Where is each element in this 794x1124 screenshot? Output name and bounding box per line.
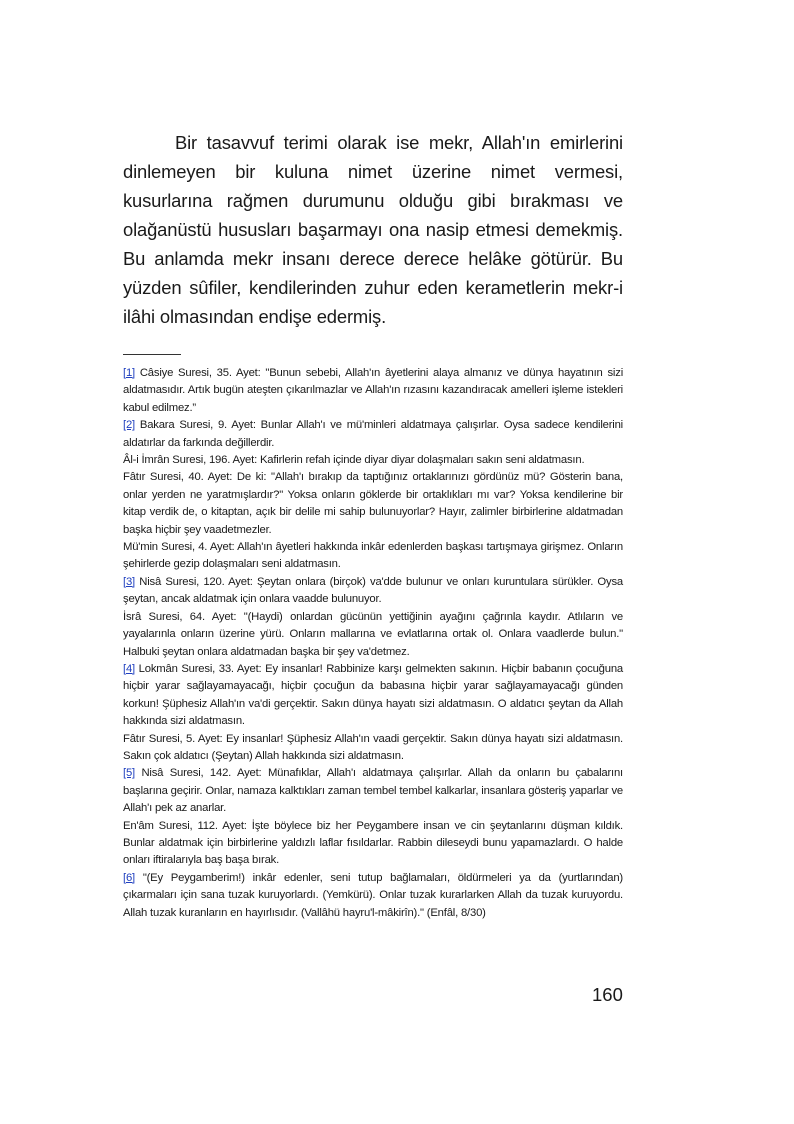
footnote-text: Nisâ Suresi, 142. Ayet: Münafıklar, Allah'ı aldatmaya çalışırlar. Allah da onların bu çabalarını başlarına geçirir. Onlar, namaza kalktıkları zaman tembel tembel kalkarlar, insanlara gösteriş yaparlar ve Allah'ı pek az anarlar. (123, 767, 623, 815)
footnote-3 (123, 574, 623, 609)
footnote-ref-5[interactable]: [5] (123, 767, 135, 780)
footnote-text: Fâtır Suresi, 40. Ayet: De ki: "Allah'ı bırakıp da taptığınız ortaklarınızı gördünüz mü? Gösterin bana, onlar yerden ne yaratmışlardır?" Yoksa onların göklerde bir ortaklıkları mı var? Yoksa kendilerine bir kitap verdik de, o kitaptan, açık bir delile mi sahip bulunuyorlar? Hayır, zalimler birbirlerine aldatmadan başka hiçbir şey vaadetmezler. (123, 471, 623, 536)
footnote-text: Lokmân Suresi, 33. Ayet: Ey insanlar! Rabbinize karşı gelmekten sakının. Hiçbir babanın çocuğuna hiçbir yarar sağlayamayacağı, hiçbir çocuğun da babasına hiçbir yarar sağlayamayacağı günden korkun! Şüphesiz Allah'ın va'di gerçektir. Sakın dünya hayatı sizi aldatmasın. O aldatıcı şeytan da Allah hakkında sizi aldatmasın. (123, 662, 623, 728)
footnote-1 (123, 365, 623, 417)
footnote-text: Fâtır Suresi, 5. Ayet: Ey insanlar! Şüphesiz Allah'ın vaadi gerçektir. Sakın dünya hayatı sizi aldatmasın. Sakın çok aldatıcı (Şeytan) Allah hakkında sizi aldatmasın. (123, 732, 623, 762)
footnote-text: Bakara Suresi, 9. Ayet: Bunlar Allah'ı ve mü'minleri aldatmaya çalışırlar. Oysa sadece kendilerini aldatırlar da farkında değillerdir. (123, 419, 623, 449)
footnote-2-cont-2 (123, 469, 623, 539)
footnote-5 (123, 765, 623, 817)
main-paragraph: Bir tasavvuf terimi olarak ise mekr, Allah'ın emirlerini dinlemeyen bir kuluna nimet üzerine nimet vermesi, kusurlarına rağmen durumunu olduğu gibi bırakması ve olağanüstü hususları başarmayı ona nasip etmesi demekmiş. Bu anlamda mekr insanı derece derece helâke götürür. Bu yüzden sûfiler, kendilerinden zuhur eden kerametlerin mekr-i ilâhi olmasından endişe edermiş. (123, 132, 623, 327)
footnote-text: Câsiye Suresi, 35. Ayet: "Bunun sebebi, Allah'ın âyetlerini alaya almanız ve dünya hayatının sizi aldatmasıdır. Artık bugün ateşten çıkarılmazlar ve Allah'ın rızasını kazandıracak amelleri işleme istekleri kabul edilmez.” (123, 367, 623, 414)
footnote-4-cont-1 (123, 731, 623, 766)
footnote-5-cont-1 (123, 818, 623, 870)
footnote-separator (123, 354, 181, 355)
footnote-text: En'âm Suresi, 112. Ayet: İşte böylece biz her Peygambere insan ve cin şeytanlarını düşman kıldık. Bunlar aldatmak için birbirlerine yaldızlı laflar fısıldarlar. Rabbin dileseydi bunu yapamazlardı. O halde onları iftiralarıyla baş başa bırak. (123, 819, 623, 867)
footnote-text: Âl-i İmrân Suresi, 196. Ayet: Kafirlerin refah içinde diyar diyar dolaşmaları sakın seni aldatmasın. (123, 454, 585, 467)
footnote-ref-6[interactable]: [6] (123, 871, 135, 884)
footnote-3-cont-1 (123, 609, 623, 661)
footnote-text: Mü'min Suresi, 4. Ayet: Allah'ın âyetleri hakkında inkâr edenlerden başkası tartışmaya girişmez. Onların şehirlerde gezip dolaşmaları seni aldatmasın. (123, 541, 623, 571)
footnote-2-cont-3 (123, 539, 623, 574)
footnote-2 (123, 417, 623, 452)
page-number: 160 (592, 984, 623, 1005)
footnotes-section (123, 365, 623, 922)
footnote-ref-4[interactable]: [4] (123, 662, 135, 675)
footnote-ref-3[interactable]: [3] (123, 575, 135, 588)
footnote-4 (123, 661, 623, 731)
footnote-text: "(Ey Peygamberim!) inkâr edenler, seni tutup bağlamaları, öldürmeleri ya da (yurtlarından) çıkarmaları için sana tuzak kuruyorlardı. (Yemkürü). Onlar tuzak kurarlarken Allah da tuzak kuruyordu. Allah tuzak kuranların en hayırlısıdır. (Vallâhü hayru'l-mâkirîn)." (Enfâl, 8/30) (123, 871, 623, 919)
footnote-2-cont-1 (123, 452, 623, 469)
footnote-ref-1[interactable]: [1] (123, 367, 135, 379)
footnote-text: Nisâ Suresi, 120. Ayet: Şeytan onlara (birçok) va'dde bulunur ve onları kuruntulara sürükler. Oysa şeytan, ancak aldatmak için onlara vaadde bulunuyor. (123, 575, 623, 606)
footnote-ref-2[interactable]: [2] (123, 419, 135, 432)
footnote-6 (123, 870, 623, 922)
page-content (123, 128, 623, 922)
footnote-text: İsrâ Suresi, 64. Ayet: "(Haydi) onlardan gücünün yettiğinin ayağını çağrınla kaydır. Atlıların ve yayalarınla onların üzerine yürü. Onların mallarına ve evlatlarına ortak ol. Onlara vaadlerde bulun." Halbuki şeytan onlara aldatmadan başka bir şey va'detmez. (123, 610, 623, 658)
